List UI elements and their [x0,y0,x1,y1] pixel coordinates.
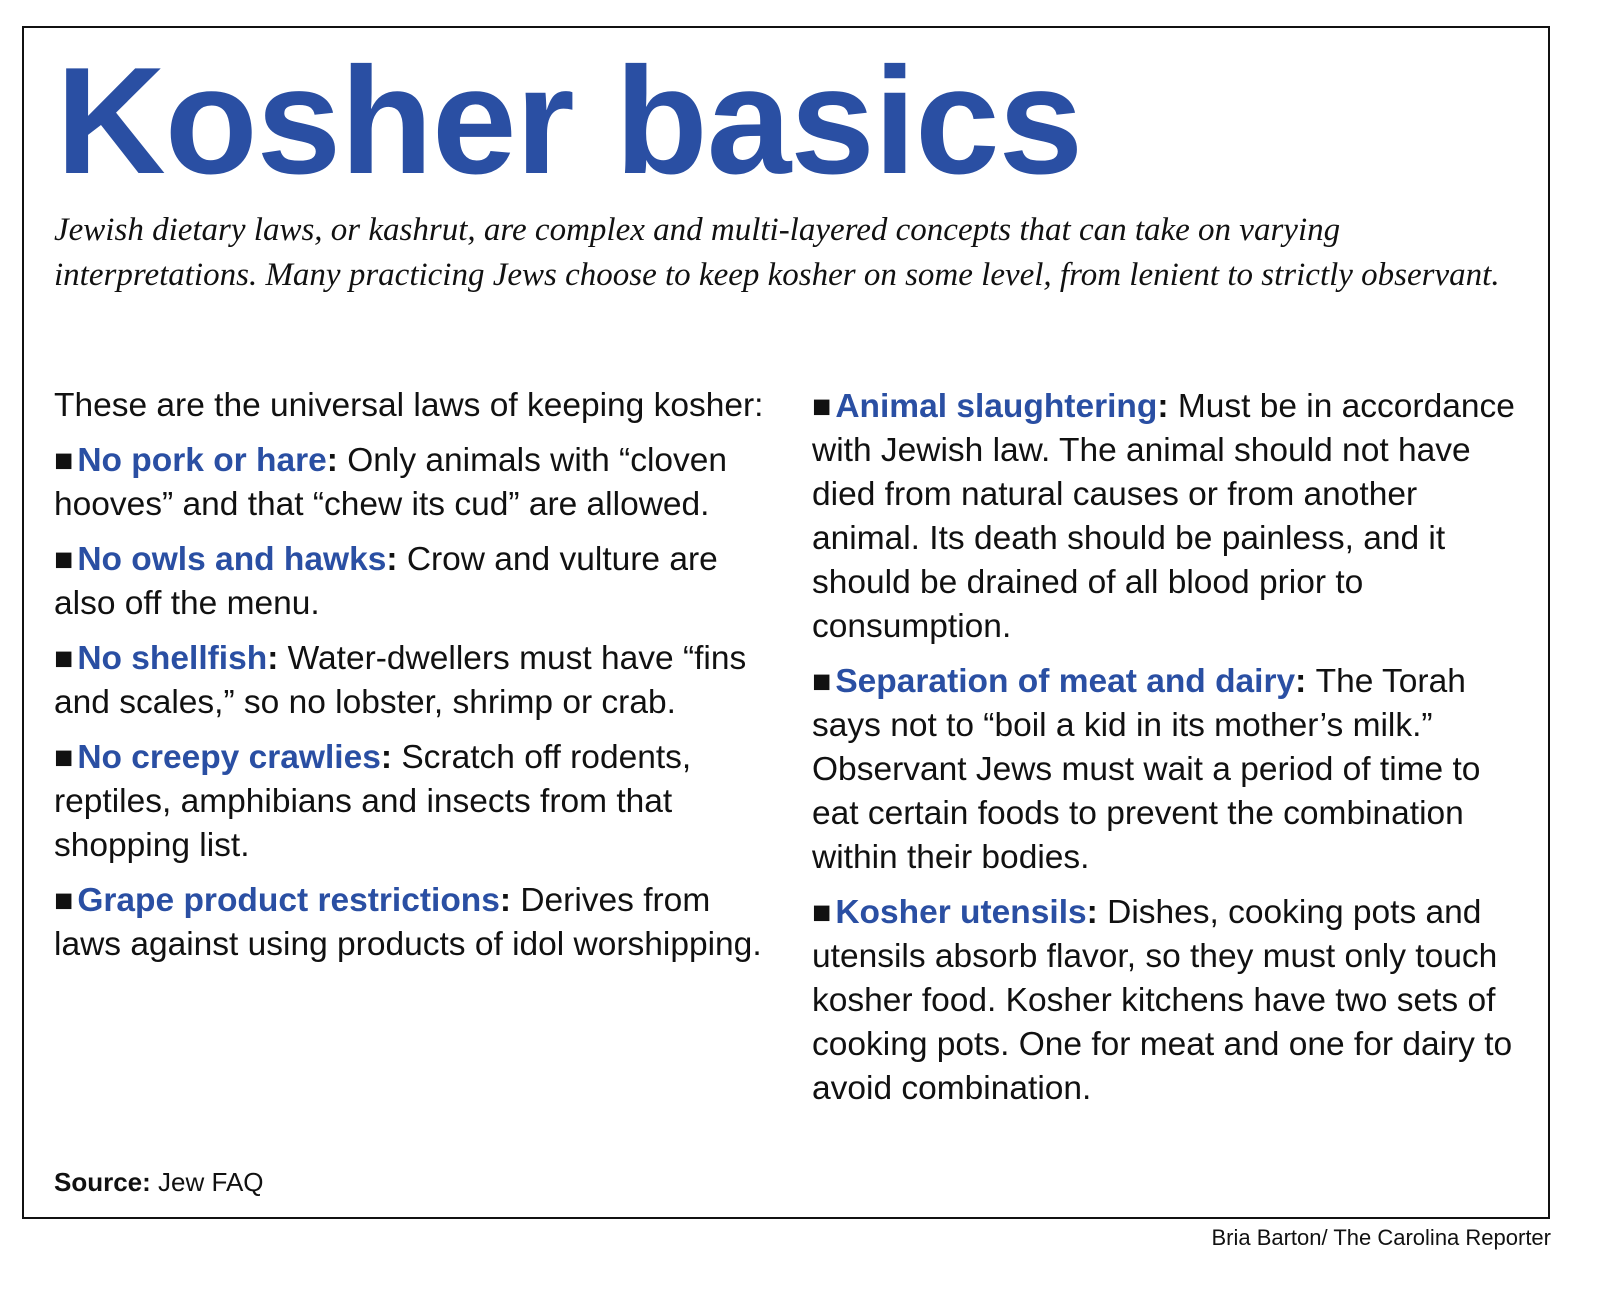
bullet-square-icon: ■ [54,739,74,775]
rule-label: Grape product restrictions [77,882,500,919]
bullet-square-icon: ■ [54,541,74,577]
rule-label: Animal slaughtering [835,388,1158,425]
source-value: Jew FAQ [158,1167,264,1197]
lead-text: These are the universal laws of keeping kosher: [54,387,764,424]
rule-item: ■ Animal slaughtering: Must be in accordance with Jewish law. The animal should not have died from natural causes or from another animal. Its death should be painless, and it should be drained of all blood prior to consumption. [812,388,1515,645]
rule-item: ■ No pork or hare: Only animals with “cloven hooves” and that “chew its cud” are allowed. [54,442,728,523]
intro-paragraph: Jewish dietary laws, or kashrut, are complex and multi-layered concepts that can take on varying interpretations. Many practicing Jews choose to keep kosher on some level, from lenient to strictly observant. [54,212,1500,293]
rule-text: Derives from laws against using products of idol worshipping. [54,882,762,963]
rule-item: ■ Kosher utensils: Dishes, cooking pots and utensils absorb flavor, so they must only touch kosher food. Kosher kitchens have two sets of cooking pots. One for meat and one for dairy to avoid combination. [812,894,1513,1107]
rule-label: No owls and hawks [77,541,387,578]
rule-label: No shellfish [77,640,268,677]
rule-item: ■ No creepy crawlies: Scratch off rodents, reptiles, amphibians and insects from that shopping list. [54,739,692,864]
bullet-square-icon: ■ [54,442,74,478]
rule-item: ■ Separation of meat and dairy: The Torah says not to “boil a kid in its mother’s milk.” Observant Jews must wait a period of time to eat certain foods to prevent the combination within their bodies. [812,663,1481,876]
rule-text: Must be in accordance with Jewish law. The animal should not have died from natural causes or from another animal. Its death should be painless, and it should be drained of all blood prior to consumption. [812,388,1515,645]
source-label: Source: [54,1167,151,1197]
rule-text: Scratch off rodents, reptiles, amphibians and insects from that shopping list. [54,739,692,864]
rule-text: Only animals with “cloven hooves” and that “chew its cud” are allowed. [54,442,728,523]
rule-item: ■ Grape product restrictions: Derives from laws against using products of idol worshipping. [54,882,762,963]
bullet-square-icon: ■ [54,882,74,918]
rule-text: Crow and vulture are also off the menu. [54,541,718,622]
bullet-square-icon: ■ [812,894,832,930]
rule-text: Water-dwellers must have “fins and scales,” so no lobster, shrimp or crab. [54,640,747,721]
bullet-square-icon: ■ [54,640,74,676]
rule-item: ■ No owls and hawks: Crow and vulture are also off the menu. [54,541,718,622]
left-column [54,384,774,977]
rule-item: ■ No shellfish: Water-dwellers must have “fins and scales,” so no lobster, shrimp or crab. [54,640,747,721]
rule-label: Kosher utensils [835,894,1087,931]
right-column [812,384,1524,1121]
infographic-frame [22,26,1550,1219]
source-line [54,1166,264,1198]
page-title: Kosher basics [56,36,1083,206]
bullet-square-icon: ■ [812,388,832,424]
bullet-square-icon: ■ [812,663,832,699]
rule-label: Separation of meat and dairy [835,663,1296,700]
rule-text: Dishes, cooking pots and utensils absorb flavor, so they must only touch kosher food. Kosher kitchens have two sets of cooking pots. One for meat and one for dairy to avoid combination. [812,894,1513,1107]
rule-label: No pork or hare [77,442,327,479]
rule-text: The Torah says not to “boil a kid in its mother’s milk.” Observant Jews must wait a period of time to eat certain foods to prevent the combination within their bodies. [812,663,1481,876]
rule-label: No creepy crawlies [77,739,381,776]
photo-credit: Bria Barton/ The Carolina Reporter [1211,1225,1551,1250]
